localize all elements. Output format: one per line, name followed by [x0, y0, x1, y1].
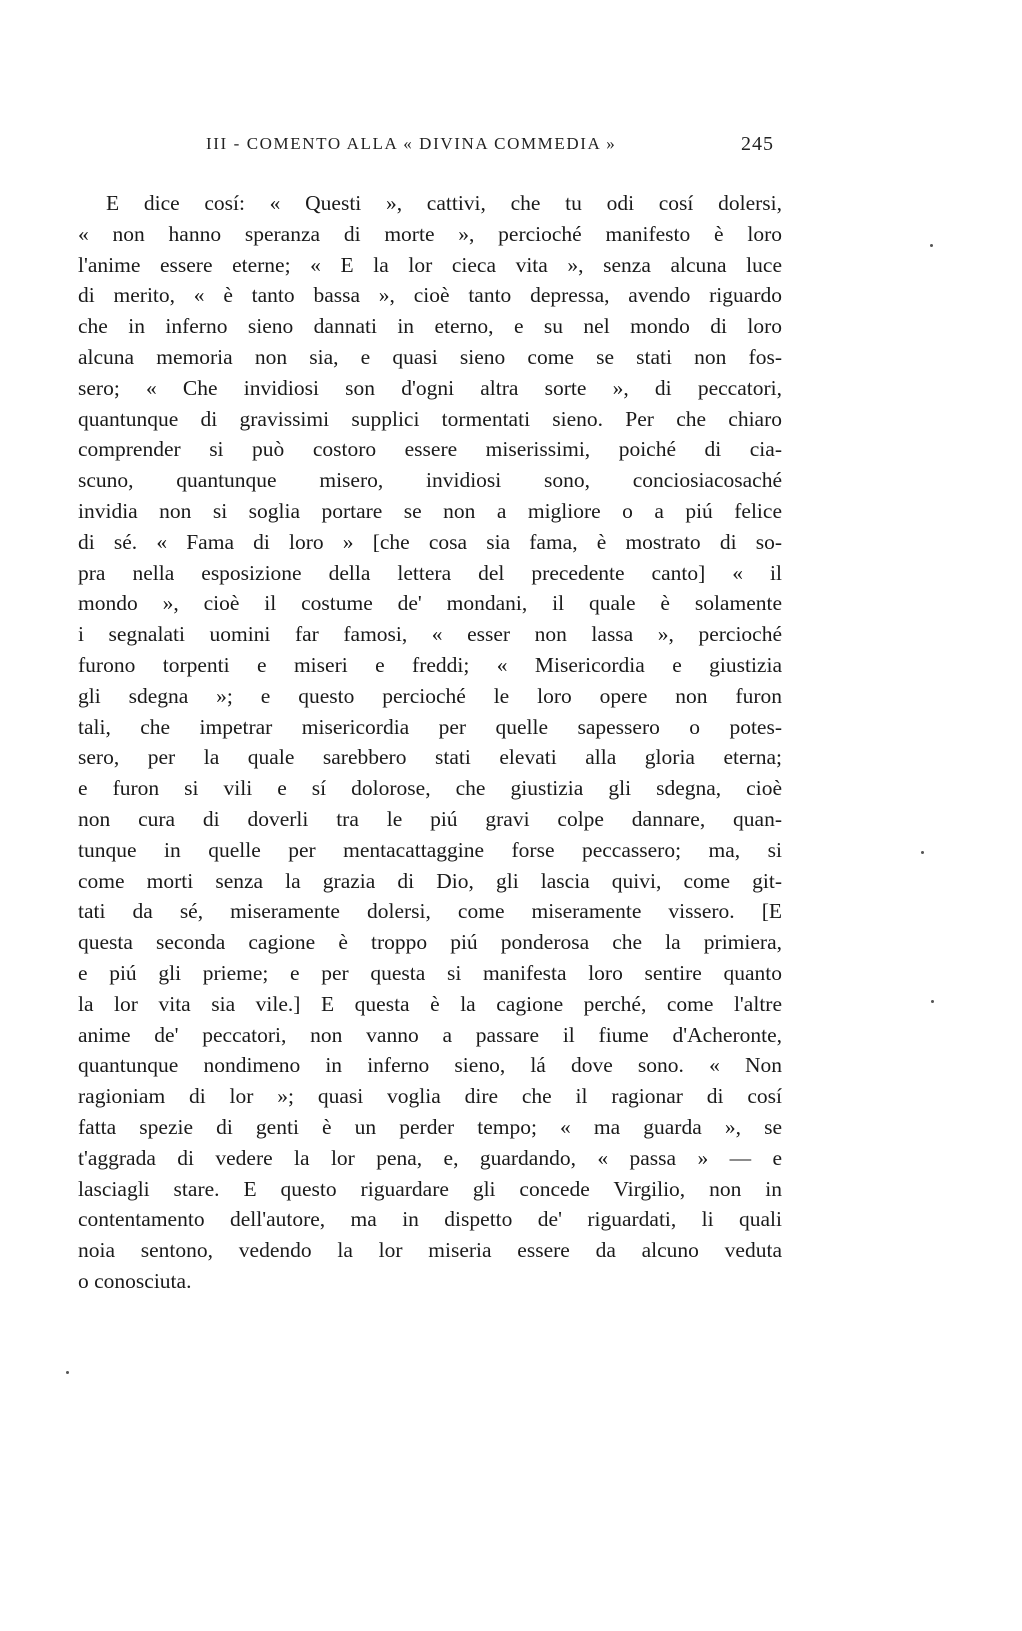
text-line: quantunque nondimeno in inferno sieno, lá dove sono. « Non	[78, 1053, 782, 1078]
text-line: gli sdegna »; e questo percioché le loro opere non furon	[78, 683, 782, 708]
text-line: sero; « Che invidiosi son d'ogni altra sorte », di peccatori,	[78, 375, 782, 400]
text-line: contentamento dell'autore, ma in dispetto de' riguardati, li quali	[78, 1207, 782, 1232]
text-line: non cura di doverli tra le piú gravi colpe dannare, quan-	[78, 806, 782, 831]
text-line: sero, per la quale sarebbero stati elevati alla gloria eterna;	[78, 745, 782, 770]
text-line: noia sentono, vedendo la lor miseria essere da alcuno veduta	[78, 1238, 782, 1263]
text-line: invidia non si soglia portare se non a migliore o a piú felice	[78, 498, 782, 523]
text-line: anime de' peccatori, non vanno a passare il fiume d'Acheronte,	[78, 1022, 782, 1047]
text-line: quantunque di gravissimi supplici tormentati sieno. Per che chiaro	[78, 406, 782, 431]
text-line: di sé. « Fama di loro » [che cosa sia fama, è mostrato di so-	[78, 529, 782, 554]
body-text	[78, 188, 782, 1297]
scan-speck	[930, 244, 933, 247]
text-line: e piú gli prieme; e per questa si manifesta loro sentire quanto	[78, 960, 782, 985]
scan-speck	[66, 1371, 69, 1374]
text-line: tali, che impetrar misericordia per quelle sapessero o potes-	[78, 714, 782, 739]
text-line: i segnalati uomini far famosi, « esser non lassa », percioché	[78, 622, 782, 647]
text-line: pra nella esposizione della lettera del precedente canto] « il	[78, 560, 782, 585]
text-line: di merito, « è tanto bassa », cioè tanto depressa, avendo riguardo	[78, 283, 782, 308]
text-line: comprender si può costoro essere miserissimi, poiché di cia-	[78, 437, 782, 462]
text-line: fatta spezie di genti è un perder tempo; « ma guarda », se	[78, 1114, 782, 1139]
text-line: scuno, quantunque misero, invidiosi sono, conciosiacosaché	[78, 468, 782, 493]
text-line: lasciagli stare. E questo riguardare gli concede Virgilio, non in	[78, 1176, 782, 1201]
text-line: furono torpenti e miseri e freddi; « Misericordia e giustizia	[78, 652, 782, 677]
text-line: ragioniam di lor »; quasi voglia dire che il ragionar di cosí	[78, 1084, 782, 1109]
text-line: t'aggrada di vedere la lor pena, e, guardando, « passa » — e	[78, 1145, 782, 1170]
scan-speck	[931, 1000, 934, 1003]
text-line: mondo », cioè il costume de' mondani, il quale è solamente	[78, 591, 782, 616]
text-line-last: o conosciuta.	[78, 1268, 192, 1293]
text-line: alcuna memoria non sia, e quasi sieno come se stati non fos-	[78, 344, 782, 369]
scan-speck	[921, 851, 924, 854]
text-line: questa seconda cagione è troppo piú ponderosa che la primiera,	[78, 930, 782, 955]
text-line: tati da sé, miseramente dolersi, come miseramente vissero. [E	[78, 899, 782, 924]
text-line: come morti senza la grazia di Dio, gli lascia quivi, come git-	[78, 868, 782, 893]
text-line: che in inferno sieno dannati in eterno, e su nel mondo di loro	[78, 314, 782, 339]
text-line: l'anime essere eterne; « E la lor cieca vita », senza alcuna luce	[78, 252, 782, 277]
running-head: III - COMENTO ALLA « DIVINA COMMEDIA »	[206, 134, 617, 153]
page-number: 245	[741, 133, 774, 155]
text-line: « non hanno speranza di morte », percioché manifesto è loro	[78, 221, 782, 246]
text-line: la lor vita sia vile.] E questa è la cagione perché, come l'altre	[78, 991, 782, 1016]
text-line: E dice cosí: « Questi », cattivi, che tu odi cosí dolersi,	[106, 191, 782, 215]
text-line: tunque in quelle per mentacattaggine forse peccassero; ma, si	[78, 837, 782, 862]
text-line: e furon si vili e sí dolorose, che giustizia gli sdegna, cioè	[78, 776, 782, 801]
